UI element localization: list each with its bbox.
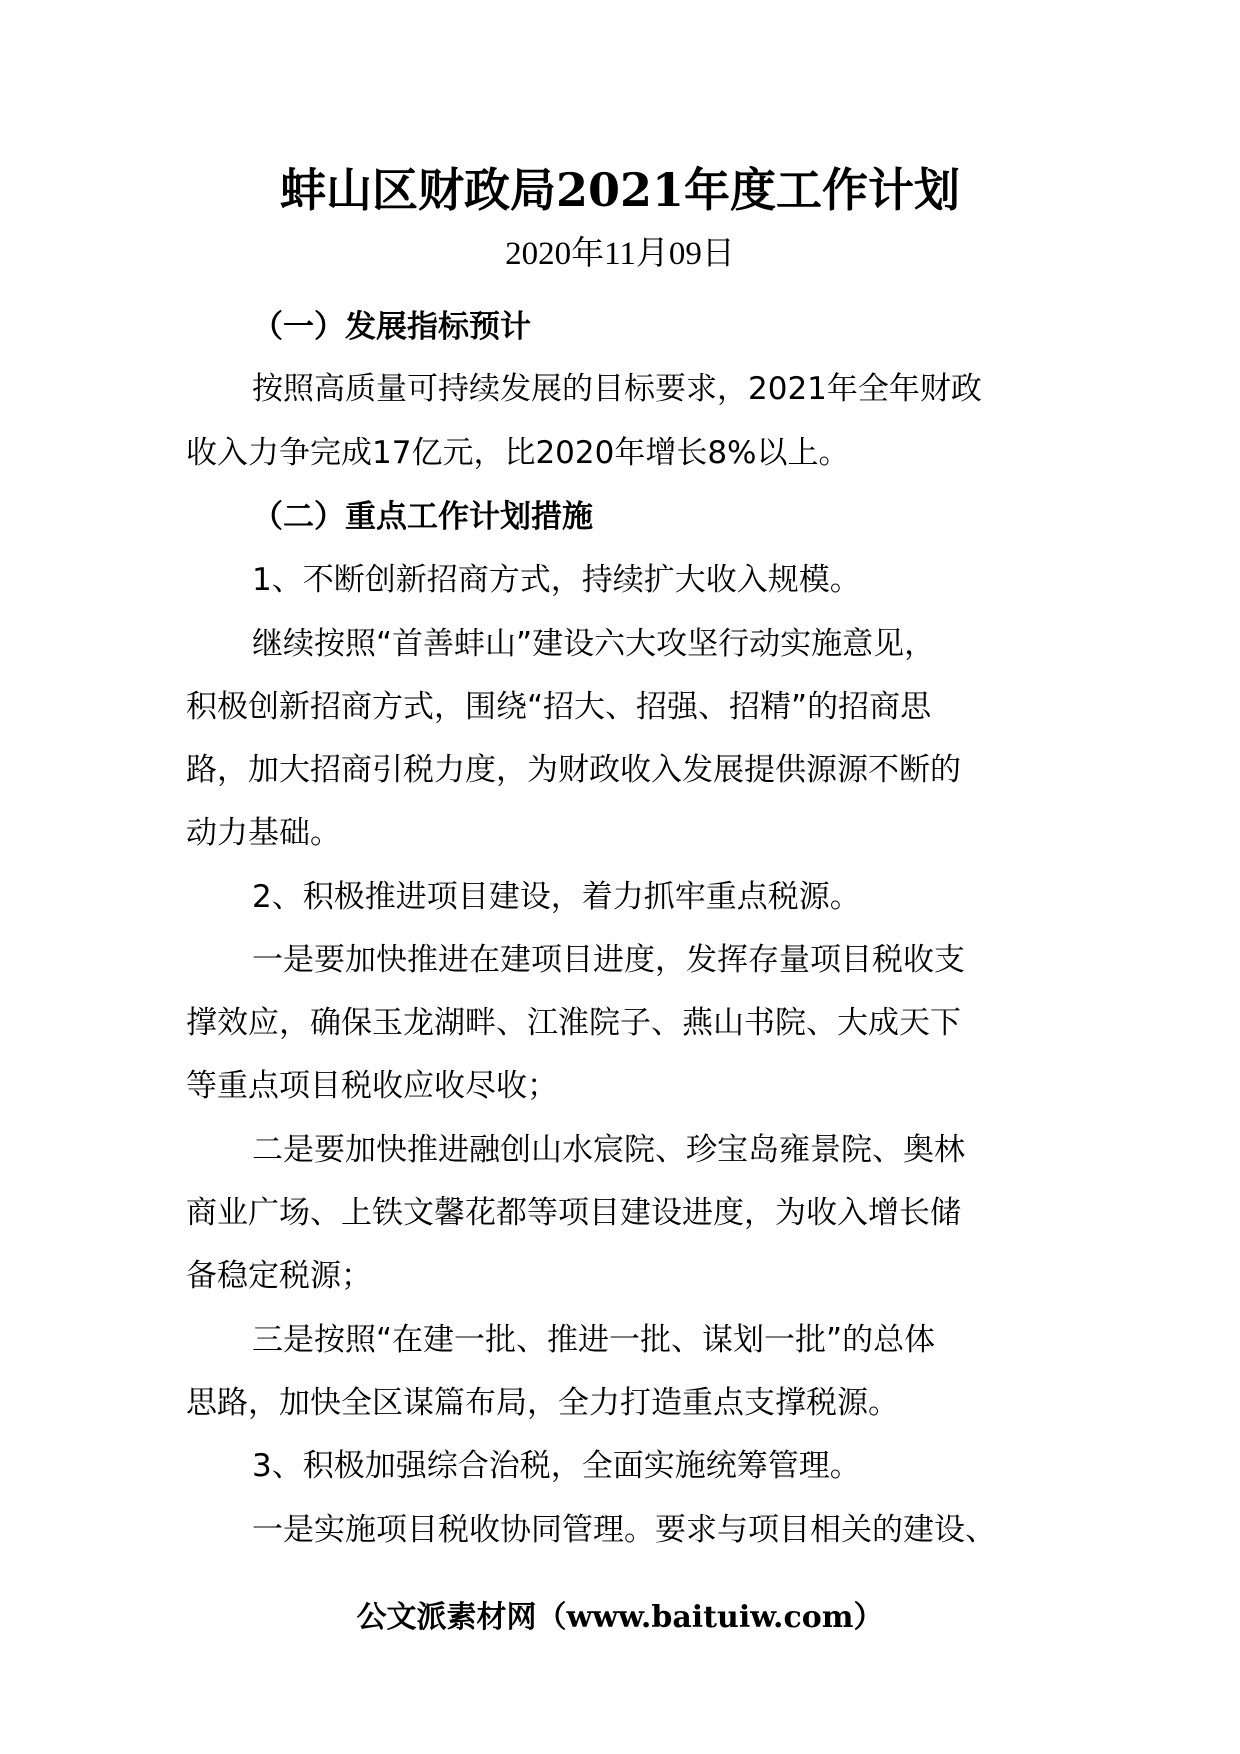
paragraph-line: 一是实施项目税收协同管理。要求与项目相关的建设、: [252, 1512, 996, 1548]
paragraph-line: 按照高质量可持续发展的目标要求，2021年全年财政: [252, 371, 982, 407]
paragraph-line: 一是要加快推进在建项目进度，发挥存量项目税收支: [252, 942, 965, 978]
paragraph-line: 三是按照“在建一批、推进一批、谋划一批”的总体: [252, 1322, 936, 1358]
subheading-line: 3、积极加强综合治税，全面实施统筹管理。: [252, 1448, 861, 1484]
section-heading-1: （一）发展指标预计: [252, 309, 531, 345]
paragraph-line: 收入力争完成17亿元，比2020年增长8%以上。: [186, 435, 850, 471]
footer-source: 公文派素材网（www.baituiw.com）: [356, 1600, 884, 1635]
paragraph-line: 二是要加快推进融创山水宸院、珍宝岛雍景院、奥林: [252, 1132, 965, 1168]
paragraph-line: 撑效应，确保玉龙湖畔、江淮院子、燕山书院、大成天下: [186, 1005, 961, 1041]
paragraph-line: 思路，加快全区谋篇布局，全力打造重点支撑税源。: [186, 1385, 899, 1421]
paragraph-line: 路，加大招商引税力度，为财政收入发展提供源源不断的: [186, 752, 961, 788]
subheading-line: 2、积极推进项目建设，着力抓牢重点税源。: [252, 879, 861, 915]
document-date: 2020年11月09日: [505, 236, 735, 272]
section-heading-2: （二）重点工作计划措施: [252, 499, 593, 535]
paragraph-line: 等重点项目税收应收尽收；: [186, 1068, 558, 1104]
paragraph-line: 继续按照“首善蚌山”建设六大攻坚行动实施意见，: [252, 626, 936, 662]
subheading-line: 1、不断创新招商方式，持续扩大收入规模。: [252, 562, 861, 598]
paragraph-line: 动力基础。: [186, 815, 341, 851]
paragraph-line: 积极创新招商方式，围绕“招大、招强、招精”的招商思: [186, 689, 932, 725]
paragraph-line: 备稳定税源；: [186, 1258, 372, 1294]
paragraph-line: 商业广场、上铁文馨花都等项目建设进度，为收入增长储: [186, 1195, 961, 1231]
document-title: 蚌山区财政局2021年度工作计划: [279, 163, 961, 217]
